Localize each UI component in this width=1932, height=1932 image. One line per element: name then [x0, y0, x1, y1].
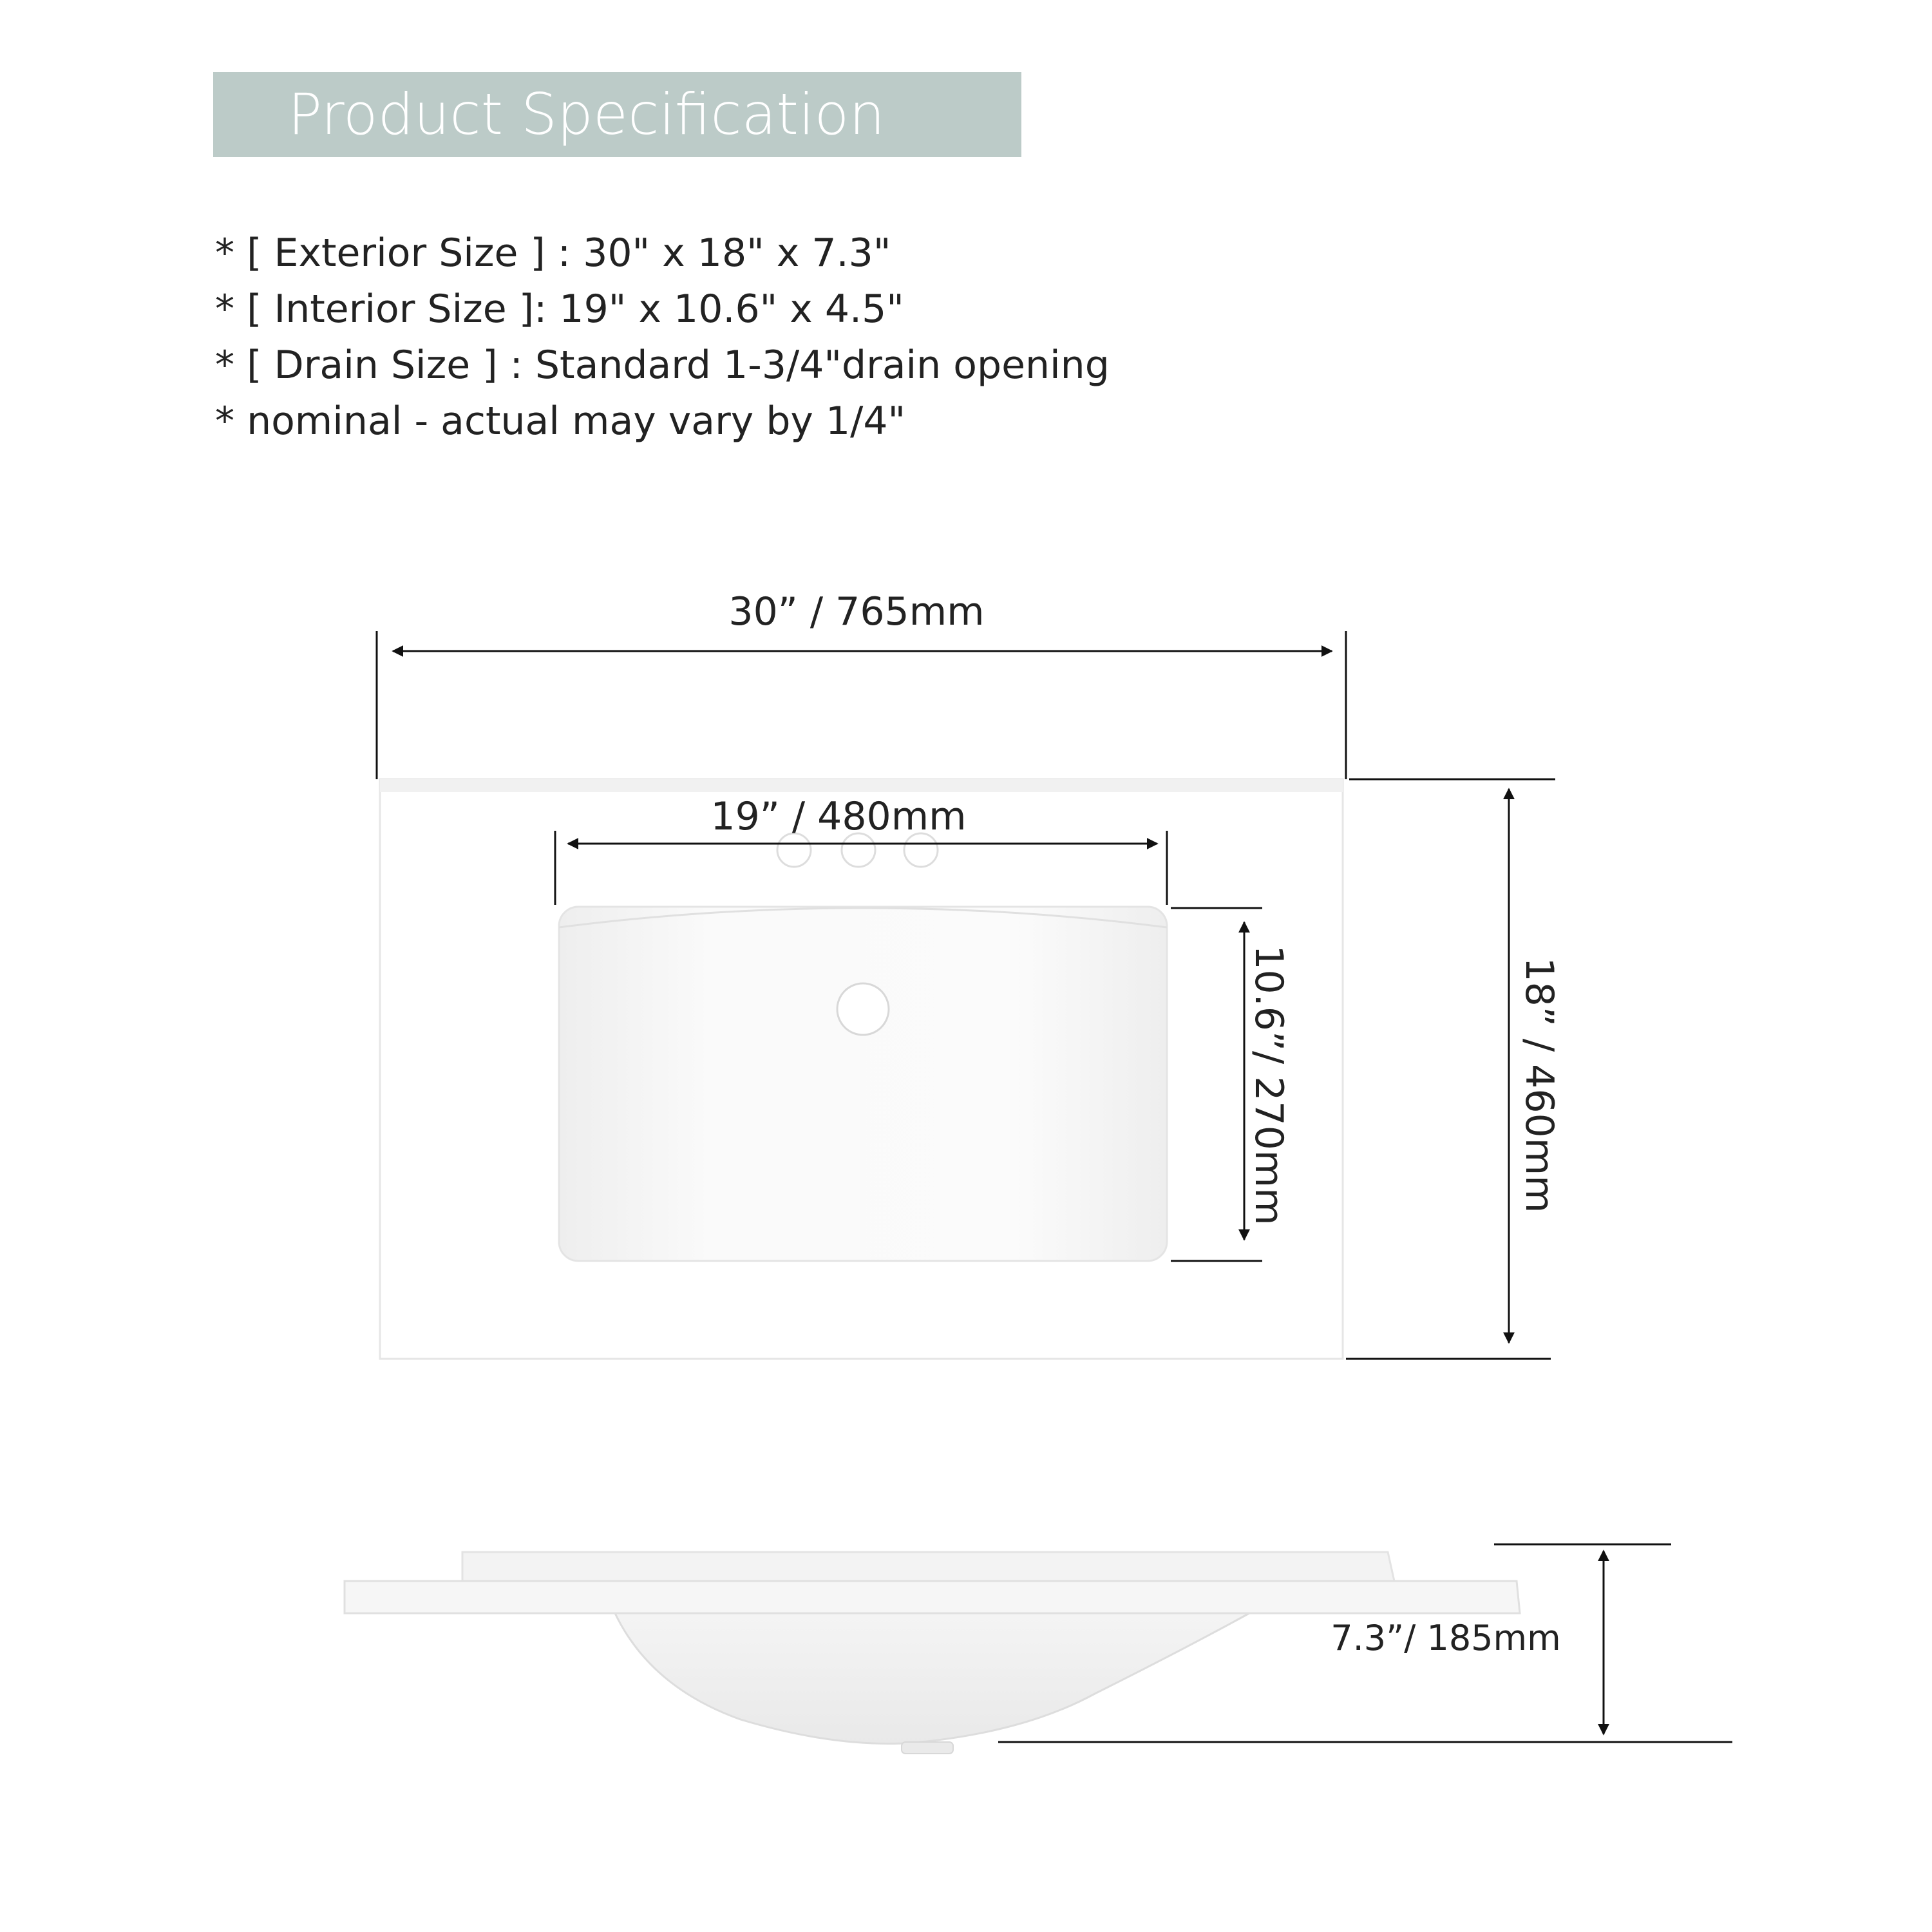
interior-depth-label: 10.6”/ 270mm: [1246, 945, 1291, 1226]
exterior-width-dimension: [377, 589, 1346, 779]
bowl-profile: [615, 1613, 1249, 1744]
drain-tail: [902, 1742, 953, 1754]
spec-exterior-size: * [ Exterior Size ] : 30" x 18" x 7.3": [215, 231, 891, 276]
exterior-width-label: 30” / 765mm: [728, 589, 985, 634]
page-title: Product Specification: [288, 81, 886, 147]
spec-nominal-note: * nominal - actual may vary by 1/4": [215, 399, 906, 444]
height-label: 7.3”/ 185mm: [1331, 1618, 1561, 1658]
basin: [559, 907, 1167, 1261]
exterior-depth-dimension: [1346, 779, 1562, 1359]
spec-interior-size: * [ Interior Size ]: 19" x 10.6" x 4.5": [215, 287, 904, 332]
exterior-depth-label: 18” / 460mm: [1517, 957, 1562, 1213]
spec-drain-size: * [ Drain Size ] : Standard 1-3/4"drain opening: [215, 343, 1110, 388]
countertop-profile: [345, 1581, 1520, 1613]
backsplash: [380, 779, 1343, 792]
interior-width-label: 19” / 480mm: [710, 794, 967, 839]
backsplash-profile: [462, 1552, 1394, 1581]
sink-top-view: [380, 779, 1343, 1359]
drain-hole: [837, 983, 889, 1035]
